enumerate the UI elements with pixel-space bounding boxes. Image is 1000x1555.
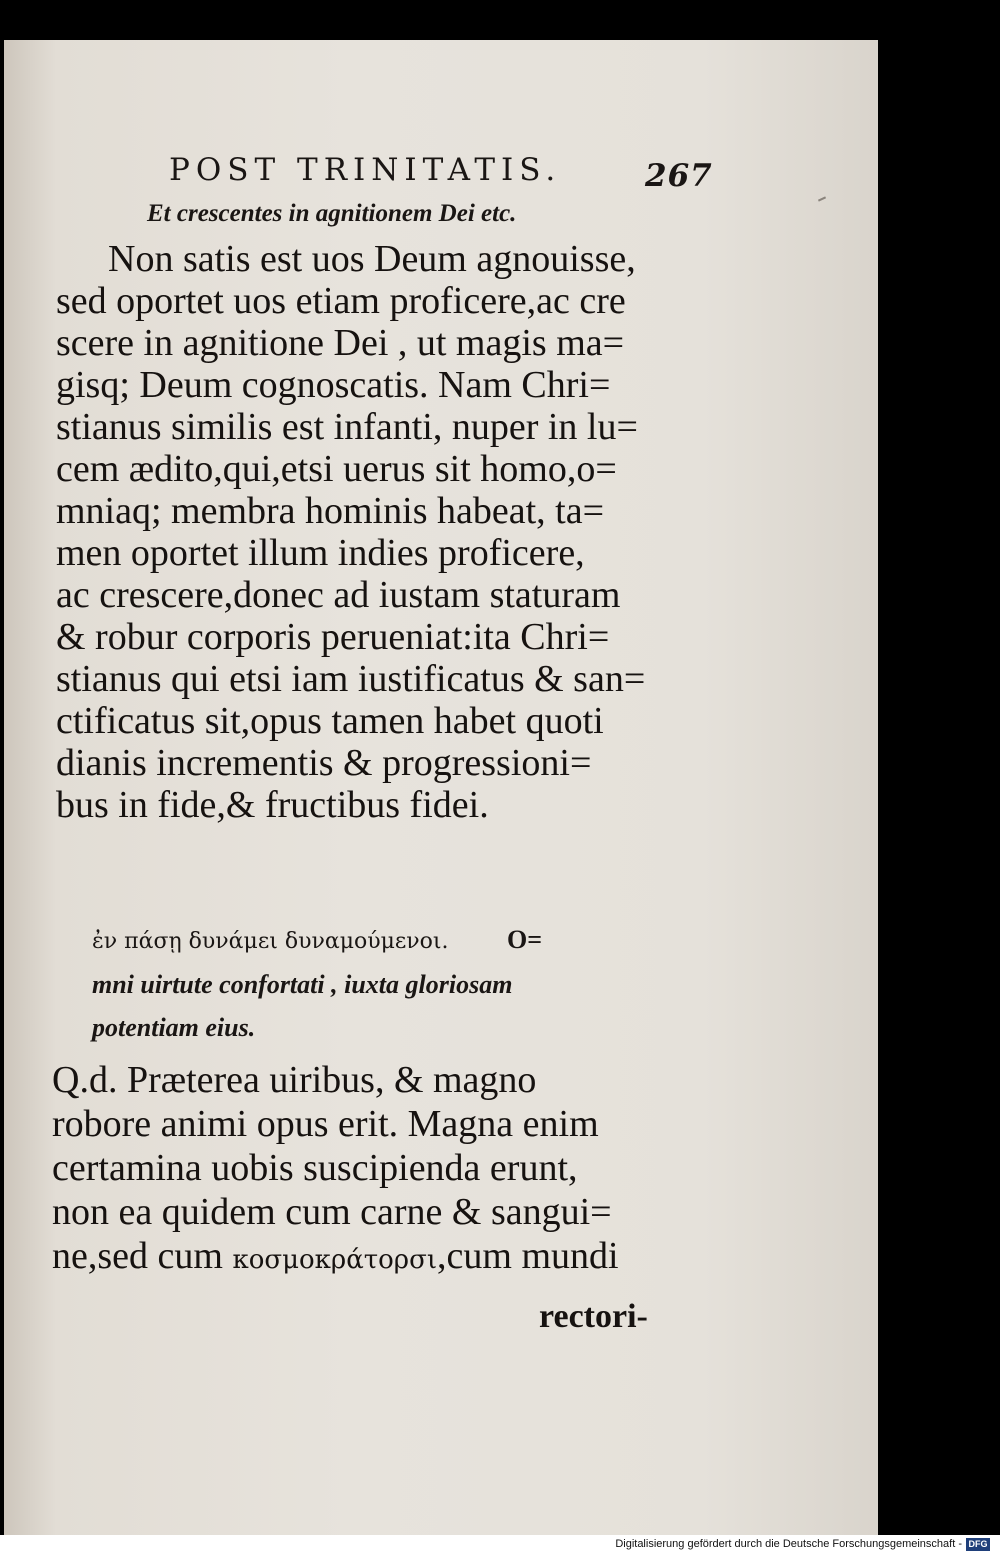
text-segment: ne,sed cum [52, 1235, 223, 1277]
quote-line [92, 918, 692, 963]
quote-line: mni uirtute confortati , iuxta gloriosam [92, 970, 513, 999]
funding-credit: Digitalisierung gefördert durch die Deutsche Forschungsgemeinschaft - [615, 1538, 962, 1550]
dfg-logo: DFG [966, 1538, 990, 1551]
paragraph-1 [56, 238, 696, 826]
greek-text: ἐν πάσῃ δυνάμει δυναμούμενοι. [92, 929, 449, 954]
text-line: stianus qui etsi iam iustificatus & san= [56, 658, 646, 700]
text-line: robore animi opus erit. Magna enim [52, 1103, 599, 1145]
page-number: 267 [645, 158, 713, 194]
text-line: mniaq; membra hominis habeat, ta= [56, 490, 605, 532]
text-line: dianis incrementis & progressioni= [56, 742, 592, 784]
text-line: men oportet illum indies proficere, [56, 532, 585, 574]
scripture-quote [92, 918, 692, 1049]
text-line: gisq; Deum cognoscatis. Nam Chri= [56, 364, 611, 406]
greek-text: κοσμοκράτορσι [232, 1245, 438, 1275]
text-line: & robur corporis perueniat:ita Chri= [56, 616, 610, 658]
text-line [52, 1234, 692, 1282]
book-page [4, 40, 878, 1535]
text-line: Non satis est uos Deum agnouisse, [108, 238, 636, 280]
running-head [169, 152, 729, 202]
text-line: non ea quidem cum carne & sangui= [52, 1191, 612, 1233]
text-line: sed oportet uos etiam proficere,ac cre [56, 280, 626, 322]
quote-line: potentiam eius. [92, 1013, 256, 1042]
text-line: ac crescere,donec ad iustam staturam [56, 574, 621, 616]
latin-text: O= [507, 925, 543, 954]
running-title: POST TRINITATIS. [169, 152, 562, 188]
page-mark [818, 196, 826, 201]
text-line: cem ædito,qui,etsi uerus sit homo,o= [56, 448, 617, 490]
text-line: stianus similis est infanti, nuper in lu= [56, 406, 638, 448]
subheading: Et crescentes in agnitionem Dei etc. [147, 200, 517, 227]
paragraph-2 [52, 1058, 692, 1282]
text-line: scere in agnitione Dei , ut magis ma= [56, 322, 625, 364]
text-line: Q.d. Præterea uiribus, & magno [52, 1059, 537, 1101]
catchword: rectori- [539, 1298, 648, 1335]
text-line: ctificatus sit,opus tamen habet quoti [56, 700, 604, 742]
text-line: certamina uobis suscipienda erunt, [52, 1147, 578, 1189]
text-segment: ,cum mundi [437, 1235, 619, 1277]
text-line: bus in fide,& fructibus fidei. [56, 784, 489, 826]
